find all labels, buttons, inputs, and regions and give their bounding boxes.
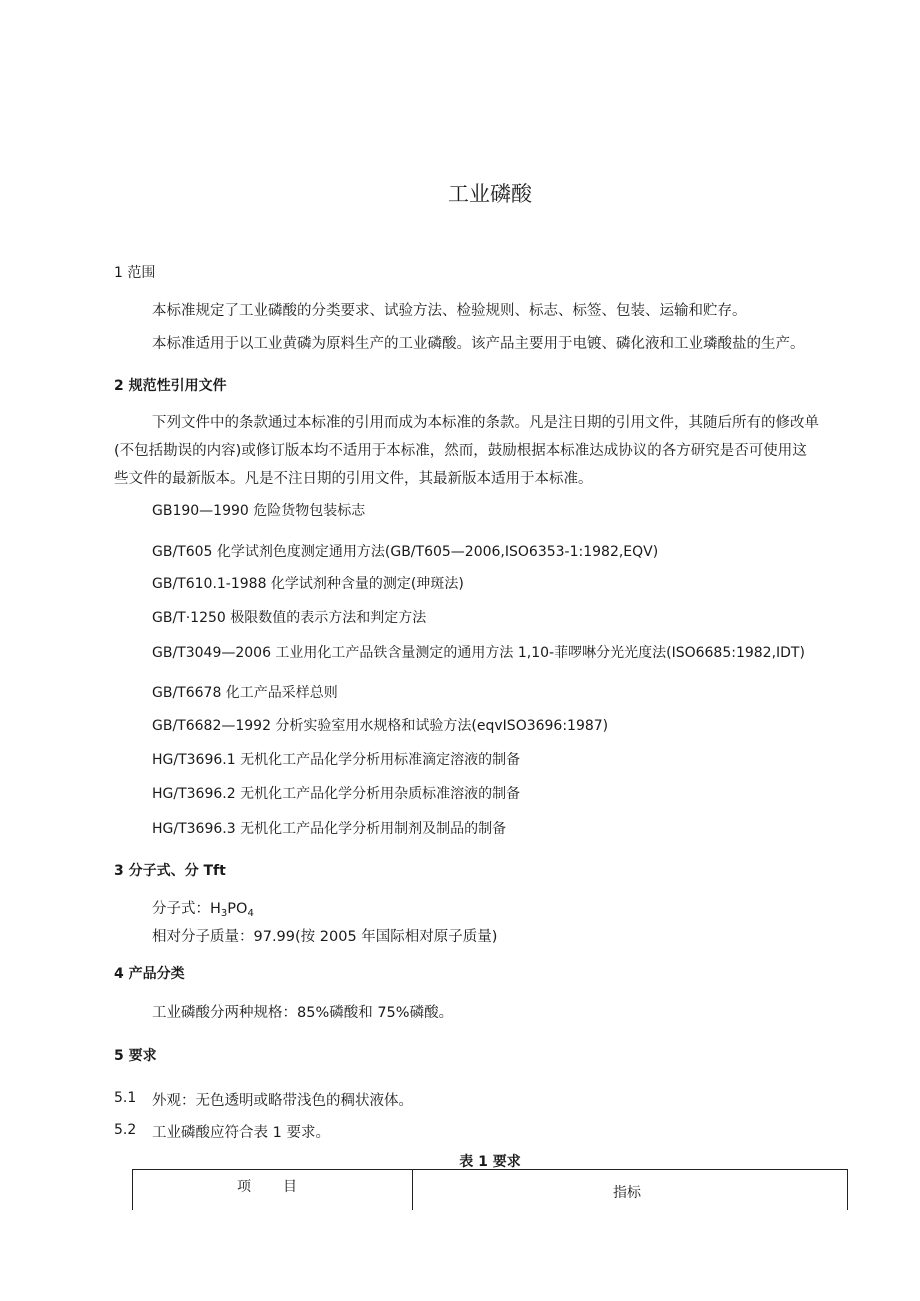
section-4-heading: 4 产品分类 — [114, 966, 185, 982]
reference-item: GB/T6682—1992 分析实验室用水规格和试验方法(eqvISO3696:1987) — [152, 718, 609, 734]
molecular-formula — [152, 897, 254, 919]
section-1-paragraph: 本标准规定了工业磷酸的分类要求、试验方法、检验规则、标志、标签、包装、运输和贮存。 — [152, 303, 747, 319]
page-title: 工业磷酸 — [448, 182, 532, 206]
reference-item: GB190—1990 危险货物包装标志 — [152, 503, 366, 519]
formula-sub-4: 4 — [247, 908, 254, 919]
section-5-heading: 5 要求 — [114, 1048, 157, 1064]
formula-label: 分子式： — [152, 901, 210, 917]
formula-po: PO — [227, 901, 248, 917]
reference-item: HG/T3696.1 无机化工产品化学分析用标准滴定溶液的制备 — [152, 752, 521, 768]
section-1-paragraph: 本标准适用于以工业黄磷为原料生产的工业磷酸。该产品主要用于电镀、磷化液和工业璘酸盐的生产。 — [152, 336, 805, 352]
section-3-heading: 3 分子式、分 Tft — [114, 863, 226, 879]
section-1-heading: 1 范围 — [114, 265, 156, 281]
requirements-table — [132, 1169, 848, 1210]
table-header-item: 项目 — [237, 1179, 329, 1195]
formula-h: H — [210, 901, 221, 917]
reference-item: GB/T610.1-1988 化学试剂种含量的测定(珅斑法) — [152, 576, 464, 592]
clause-text: 工业磷酸应符合表 1 要求。 — [152, 1125, 330, 1141]
clause-text: 外观：无色透明或略带浅色的稠状液体。 — [152, 1093, 413, 1109]
product-classification: 工业磷酸分两种规格：85%磷酸和 75%磷酸。 — [152, 1005, 454, 1021]
reference-item: GB/T605 化学试剂色度测定通用方法(GB/T605—2006,ISO6353-1:1982,EQV) — [152, 544, 659, 560]
section-2-heading: 2 规范性引用文件 — [114, 378, 227, 394]
molecular-mass: 相对分子质量：97.99(按 2005 年国际相对原子质量) — [152, 929, 498, 945]
clause-number: 5.2 — [114, 1122, 137, 1138]
clause-number: 5.1 — [114, 1090, 137, 1106]
table-column-divider — [412, 1170, 413, 1210]
formula-sub-3: 3 — [220, 908, 228, 919]
reference-item: GB/T3049—2006 工业用化工产品铁含量测定的通用方法 1,10-菲啰啉分光光度法(ISO6685:1982,IDT) — [152, 645, 805, 661]
section-2-intro-line: 些文件的最新版本。凡是不注日期的引用文件，其最新版本适用于本标准。 — [114, 471, 593, 487]
section-2-intro-line: 下列文件中的条款通过本标准的引用而成为本标准的条款。凡是注日期的引用文件，其随后所有的修改单 — [152, 415, 819, 431]
reference-item: GB/T6678 化工产品采样总则 — [152, 685, 338, 701]
table-caption: 表 1 要求 — [459, 1154, 521, 1170]
table-header-indicator: 指标 — [613, 1185, 641, 1201]
reference-item: HG/T3696.3 无机化工产品化学分析用制剂及制品的制备 — [152, 821, 507, 837]
reference-item: HG/T3696.2 无机化工产品化学分析用杂质标准溶液的制备 — [152, 786, 521, 802]
section-2-intro-line: (不包括勘误的内容)或修订版本均不适用于本标准，然而，鼓励根据本标准达成协议的各方研究是否可使用这 — [114, 443, 807, 459]
reference-item: GB/T·1250 极限数值的表示方法和判定方法 — [152, 610, 427, 626]
